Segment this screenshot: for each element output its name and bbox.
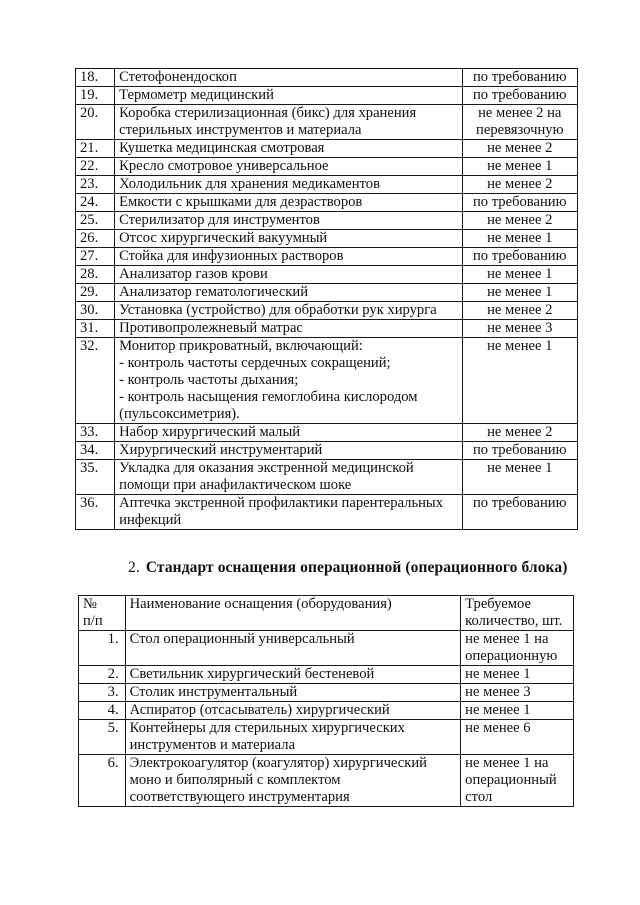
equipment-name	[115, 140, 462, 158]
row-number: 26.	[76, 230, 115, 248]
equipment-name-line: Аптечка экстренной профилактики парентеральных	[119, 495, 444, 511]
table-row	[76, 460, 578, 495]
row-number: 2.	[79, 666, 126, 684]
equipment-name	[125, 631, 461, 666]
required-quantity-line: не менее 3	[465, 684, 531, 700]
equipment-name-line: Стол операционный универсальный	[129, 631, 355, 647]
equipment-name-line: Отсос хирургический вакуумный	[119, 230, 328, 246]
required-quantity	[462, 424, 577, 442]
equipment-name-line: - контроль частоты дыхания;	[119, 372, 299, 388]
row-number: 20.	[76, 105, 115, 140]
equipment-name-line: Анализатор газов крови	[119, 266, 268, 282]
required-quantity-line: операционную	[465, 648, 558, 664]
required-quantity-line: не менее 2	[487, 424, 553, 440]
equipment-name	[115, 87, 462, 105]
equipment-name-line: Кресло смотровое универсальное	[119, 158, 329, 174]
required-quantity	[461, 631, 574, 666]
required-quantity	[462, 284, 577, 302]
header-num-line: №	[83, 596, 97, 612]
required-quantity-line: не менее 1	[487, 266, 553, 282]
required-quantity-line: не менее 2	[487, 176, 553, 192]
required-quantity-line: не менее 2	[487, 212, 553, 228]
equipment-table-continued	[75, 68, 578, 530]
equipment-name-line: - контроль насыщения гемоглобина кислородом	[119, 389, 418, 405]
table-row	[76, 194, 578, 212]
equipment-table-body	[76, 69, 578, 530]
required-quantity-line: операционный	[465, 772, 557, 788]
equipment-name-line: Коробка стерилизационная (бикс) для хранения	[119, 105, 417, 121]
required-quantity-line: не менее 1	[487, 460, 553, 476]
required-quantity-line: не менее 1	[487, 230, 553, 246]
table-row	[79, 631, 574, 666]
table-row	[79, 684, 574, 702]
table-row	[79, 666, 574, 684]
required-quantity	[462, 320, 577, 338]
required-quantity	[462, 338, 577, 424]
row-number: 31.	[76, 320, 115, 338]
section-heading	[128, 559, 567, 577]
row-number: 4.	[79, 702, 126, 720]
equipment-name-line: инфекций	[119, 512, 182, 528]
equipment-name	[115, 158, 462, 176]
equipment-name	[125, 702, 461, 720]
equipment-name-line: Светильник хирургический бестеневой	[129, 666, 375, 682]
equipment-name-line: Установка (устройство) для обработки рук хирурга	[119, 302, 437, 318]
row-number: 27.	[76, 248, 115, 266]
table-row	[76, 442, 578, 460]
table-row	[76, 69, 578, 87]
table-row	[76, 424, 578, 442]
equipment-name	[115, 266, 462, 284]
table-header-row	[79, 596, 574, 631]
required-quantity	[462, 87, 577, 105]
equipment-name	[115, 176, 462, 194]
equipment-name-line: Хирургический инструментарий	[119, 442, 323, 458]
required-quantity	[462, 248, 577, 266]
equipment-name	[115, 248, 462, 266]
equipment-name	[125, 684, 461, 702]
equipment-name-line: - контроль частоты сердечных сокращений;	[119, 355, 391, 371]
table-row	[76, 320, 578, 338]
table-row	[79, 720, 574, 755]
equipment-name-line: моно и биполярный с комплектом	[129, 772, 341, 788]
operating-room-table-body	[79, 631, 574, 807]
equipment-name	[115, 442, 462, 460]
equipment-name	[115, 338, 462, 424]
row-number: 24.	[76, 194, 115, 212]
equipment-name-line: Монитор прикроватный, включающий:	[119, 338, 363, 354]
table-row	[76, 87, 578, 105]
required-quantity-line: не менее 1	[465, 666, 531, 682]
required-quantity-line: не менее 3	[487, 320, 553, 336]
required-quantity	[462, 69, 577, 87]
required-quantity	[462, 302, 577, 320]
equipment-name-line: помощи при анафилактическом шоке	[119, 477, 352, 493]
equipment-name	[125, 720, 461, 755]
required-quantity-line: по требованию	[473, 194, 567, 210]
required-quantity-line: по требованию	[473, 87, 567, 103]
header-qty-line: количество, шт.	[465, 613, 563, 629]
row-number: 6.	[79, 755, 126, 807]
equipment-name-line: Укладка для оказания экстренной медицинской	[119, 460, 414, 476]
equipment-name	[125, 666, 461, 684]
required-quantity	[462, 230, 577, 248]
row-number: 28.	[76, 266, 115, 284]
equipment-name	[115, 495, 462, 530]
equipment-name-line: стерильных инструментов и материала	[119, 122, 362, 138]
table-row	[76, 284, 578, 302]
required-quantity-line: по требованию	[473, 442, 567, 458]
row-number: 3.	[79, 684, 126, 702]
table-row	[79, 755, 574, 807]
required-quantity	[462, 212, 577, 230]
equipment-name-line: Термометр медицинский	[119, 87, 274, 103]
row-number: 29.	[76, 284, 115, 302]
required-quantity-line: не менее 1	[465, 702, 531, 718]
equipment-name	[115, 105, 462, 140]
equipment-name-line: Противопролежневый матрас	[119, 320, 303, 336]
required-quantity-line: не менее 2	[487, 140, 553, 156]
equipment-name-line: Кушетка медицинская смотровая	[119, 140, 325, 156]
required-quantity	[461, 666, 574, 684]
equipment-name	[115, 194, 462, 212]
table-row	[76, 495, 578, 530]
table-row	[76, 266, 578, 284]
required-quantity-line: не менее 1	[487, 338, 553, 354]
equipment-name-line: инструментов и материала	[129, 737, 296, 753]
required-quantity-line: перевязочную	[476, 122, 564, 138]
table-row	[76, 140, 578, 158]
required-quantity	[461, 702, 574, 720]
required-quantity-line: по требованию	[473, 495, 567, 511]
row-number: 33.	[76, 424, 115, 442]
equipment-name-line: Стетофонендоскоп	[119, 69, 237, 85]
section-title: Стандарт оснащения операционной (операционного блока)	[145, 559, 568, 576]
equipment-name	[115, 320, 462, 338]
row-number: 30.	[76, 302, 115, 320]
equipment-name-line: Емкости с крышками для дезрастворов	[119, 194, 363, 210]
header-qty-line: Требуемое	[465, 596, 531, 612]
equipment-name-line: Стойка для инфузионных растворов	[119, 248, 344, 264]
equipment-name	[115, 230, 462, 248]
row-number: 18.	[76, 69, 115, 87]
operating-room-equipment-table	[78, 595, 574, 807]
required-quantity	[462, 176, 577, 194]
header-name	[125, 596, 461, 631]
required-quantity-line: не менее 2	[487, 302, 553, 318]
required-quantity	[462, 158, 577, 176]
table-row	[76, 158, 578, 176]
equipment-name-line: Контейнеры для стерильных хирургических	[129, 720, 405, 736]
equipment-name	[115, 212, 462, 230]
equipment-name-line: Набор хирургический малый	[119, 424, 301, 440]
required-quantity	[461, 684, 574, 702]
row-number: 21.	[76, 140, 115, 158]
required-quantity	[462, 442, 577, 460]
required-quantity-line: не менее 2 на	[478, 105, 562, 121]
table-row	[79, 702, 574, 720]
table-row	[76, 302, 578, 320]
equipment-name-line: Холодильник для хранения медикаментов	[119, 176, 380, 192]
section-number: 2.	[128, 559, 140, 576]
equipment-name-line: Анализатор гематологический	[119, 284, 309, 300]
row-number: 32.	[76, 338, 115, 424]
equipment-name	[115, 424, 462, 442]
row-number: 36.	[76, 495, 115, 530]
equipment-name	[125, 755, 461, 807]
equipment-name-line: Аспиратор (отсасыватель) хирургический	[129, 702, 390, 718]
header-name-line: Наименование оснащения (оборудования)	[129, 596, 392, 612]
required-quantity-line: по требованию	[473, 69, 567, 85]
equipment-name-line: соответствующего инструментария	[129, 789, 350, 805]
required-quantity-line: стол	[465, 789, 493, 805]
required-quantity	[462, 460, 577, 495]
required-quantity-line: не менее 6	[465, 720, 531, 736]
row-number: 34.	[76, 442, 115, 460]
row-number: 22.	[76, 158, 115, 176]
equipment-name	[115, 302, 462, 320]
equipment-name-line: (пульсоксиметрия).	[119, 406, 240, 422]
required-quantity	[462, 105, 577, 140]
row-number: 1.	[79, 631, 126, 666]
equipment-name	[115, 460, 462, 495]
required-quantity	[461, 755, 574, 807]
header-qty	[461, 596, 574, 631]
row-number: 19.	[76, 87, 115, 105]
equipment-name	[115, 284, 462, 302]
table-row	[76, 230, 578, 248]
required-quantity	[462, 266, 577, 284]
required-quantity-line: по требованию	[473, 248, 567, 264]
required-quantity	[461, 720, 574, 755]
equipment-name	[115, 69, 462, 87]
equipment-name-line: Электрокоагулятор (коагулятор) хирургический	[129, 755, 427, 771]
header-num	[79, 596, 126, 631]
required-quantity-line: не менее 1 на	[465, 631, 549, 647]
row-number: 5.	[79, 720, 126, 755]
equipment-name-line: Столик инструментальный	[129, 684, 298, 700]
table-row	[76, 338, 578, 424]
required-quantity	[462, 194, 577, 212]
required-quantity-line: не менее 1	[487, 158, 553, 174]
row-number: 35.	[76, 460, 115, 495]
table-row	[76, 248, 578, 266]
header-num-line: п/п	[83, 613, 103, 629]
equipment-name-line: Стерилизатор для инструментов	[119, 212, 320, 228]
required-quantity	[462, 140, 577, 158]
required-quantity	[462, 495, 577, 530]
table-row	[76, 212, 578, 230]
table-row	[76, 176, 578, 194]
table-row	[76, 105, 578, 140]
row-number: 23.	[76, 176, 115, 194]
required-quantity-line: не менее 1 на	[465, 755, 549, 771]
row-number: 25.	[76, 212, 115, 230]
required-quantity-line: не менее 1	[487, 284, 553, 300]
